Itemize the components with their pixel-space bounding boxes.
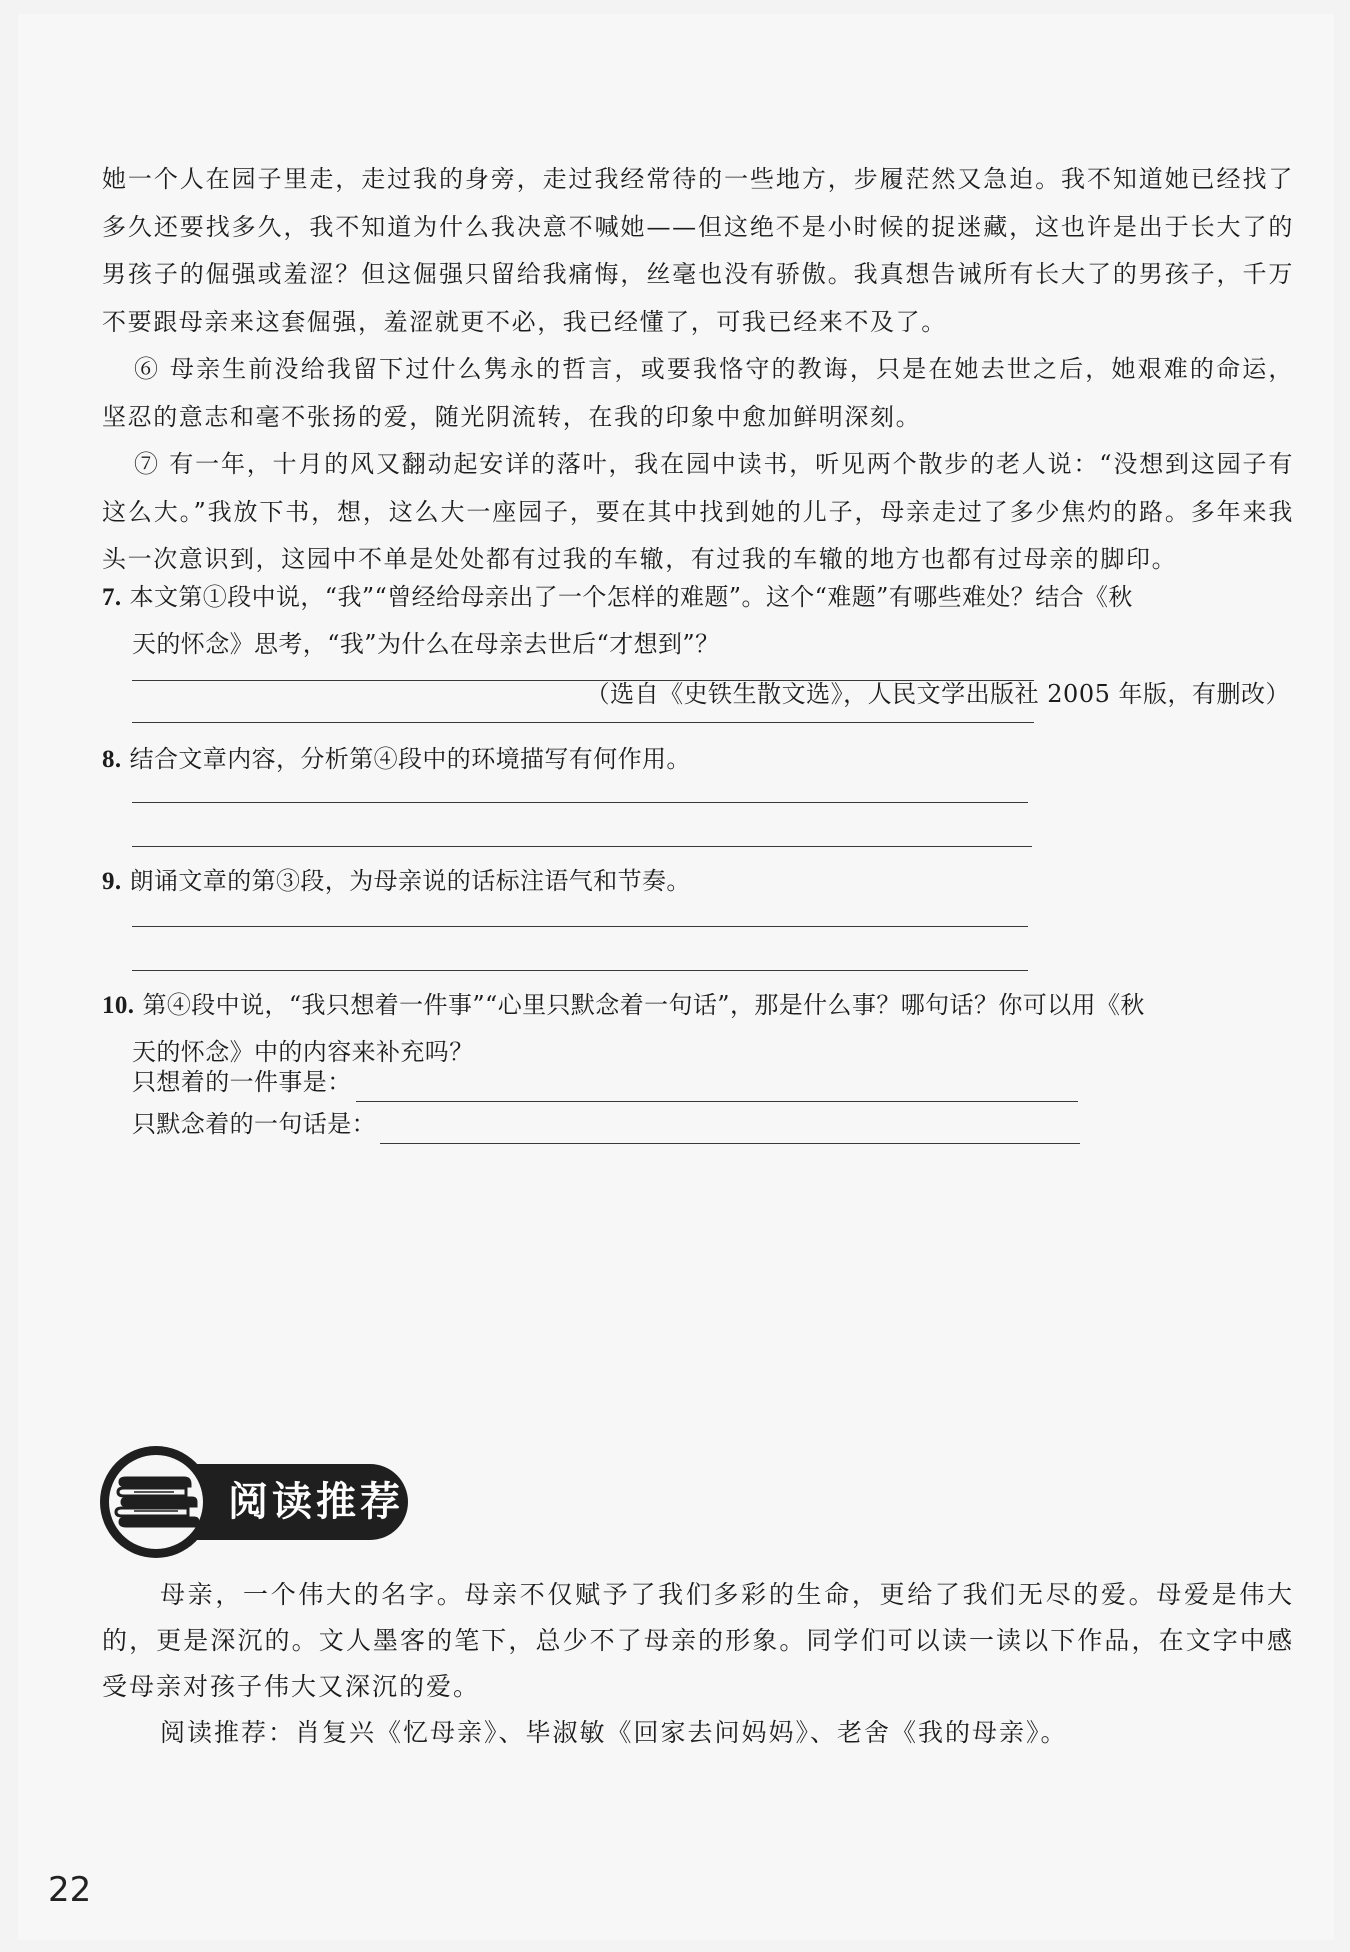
passage-paragraph-5: 她一个人在园子里走，走过我的身旁，走过我经常待的一些地方，步履茫然又急迫。我不知道她已经找了多久还要找多久，我不知道为什么我决意不喊她——但这绝不是小时候的捉迷藏，这也许是出于长大了的男孩子的倔强或羞涩？但这倔强只留给我痛悔，丝毫也没有骄傲。我真想告诫所有长大了的男孩子，千万不要跟母亲来这套倔强，羞涩就更不必，我已经懂了，可我已经来不及了。 [102,165,1294,336]
recommendation-section [102,1572,1294,1756]
fill-in-label: 只想着的一件事是： [132,1068,352,1096]
question-text: 本文第①段中说，“我”“曾经给母亲出了一个怎样的难题”。这个“难题”有哪些难处？结合《秋 [129,583,1133,611]
passage-source: （选自《史铁生散文选》，人民文学出版社 2005 年版，有删改） [585,680,1290,708]
passage-paragraph-6: ⑥ 母亲生前没给我留下过什么隽永的哲言，或要我恪守的教诲，只是在她去世之后，她艰难的命运，坚忍的意志和毫不张扬的爱，随光阴流转，在我的印象中愈加鲜明深刻。 [102,355,1294,431]
question-number: 9. [102,868,122,895]
reading-recommendation-banner [100,1446,420,1558]
reading-passage [102,156,1294,584]
question-9 [102,858,1294,905]
answer-line[interactable] [132,846,1032,847]
question-text: 结合文章内容，分析第④段中的环境描写有何作用。 [129,745,691,773]
recommendation-list: 阅读推荐：肖复兴《忆母亲》、毕淑敏《回家去问妈妈》、老舍《我的母亲》。 [160,1718,1068,1747]
answer-line[interactable] [132,926,1028,927]
fill-in-blank[interactable] [356,1071,1078,1102]
fill-in-row-2 [132,1104,1080,1144]
answer-line[interactable] [132,802,1028,803]
recommendation-paragraph: 母亲，一个伟大的名字。母亲不仅赋予了我们多彩的生命，更给了我们无尽的爱。母爱是伟大的，更是深沉的。文人墨客的笔下，总少不了母亲的形象。同学们可以读一读以下作品，在文字中感受母亲对孩子伟大又深沉的爱。 [102,1580,1294,1701]
page-number: 22 [48,1870,92,1910]
banner-title: 阅读推荐 [228,1479,404,1525]
question-text: 第④段中说，“我只想着一件事”“心里只默念着一句话”，那是什么事？哪句话？你可以用《秋 [142,991,1145,1019]
question-number: 8. [102,746,122,773]
fill-in-label: 只默念着的一句话是： [132,1110,376,1138]
question-text: 朗诵文章的第③段，为母亲说的话标注语气和节奏。 [129,867,691,895]
fill-in-row-1 [132,1062,1078,1102]
question-text-continued: 天的怀念》中的内容来补充吗？ [132,1038,474,1066]
fill-in-blank[interactable] [380,1113,1080,1144]
question-8 [102,736,1294,783]
question-number: 10. [102,992,135,1019]
passage-paragraph-7: ⑦ 有一年，十月的风又翻动起安详的落叶，我在园中读书，听见两个散步的老人说：“没想到这园子有这么大。”我放下书，想，这么大一座园子，要在其中找到她的儿子，母亲走过了多少焦灼的路。多年来我头一次意识到，这园中不单是处处都有过我的车辙，有过我的车辙的地方也都有过母亲的脚印。 [102,450,1294,573]
answer-line[interactable] [132,680,1034,681]
answer-line[interactable] [132,970,1028,971]
question-number: 7. [102,584,122,611]
question-7 [102,574,1294,667]
question-text-continued: 天的怀念》思考，“我”为什么在母亲去世后“才想到”？ [132,630,720,658]
books-icon [114,1474,200,1530]
answer-line[interactable] [132,722,1034,723]
